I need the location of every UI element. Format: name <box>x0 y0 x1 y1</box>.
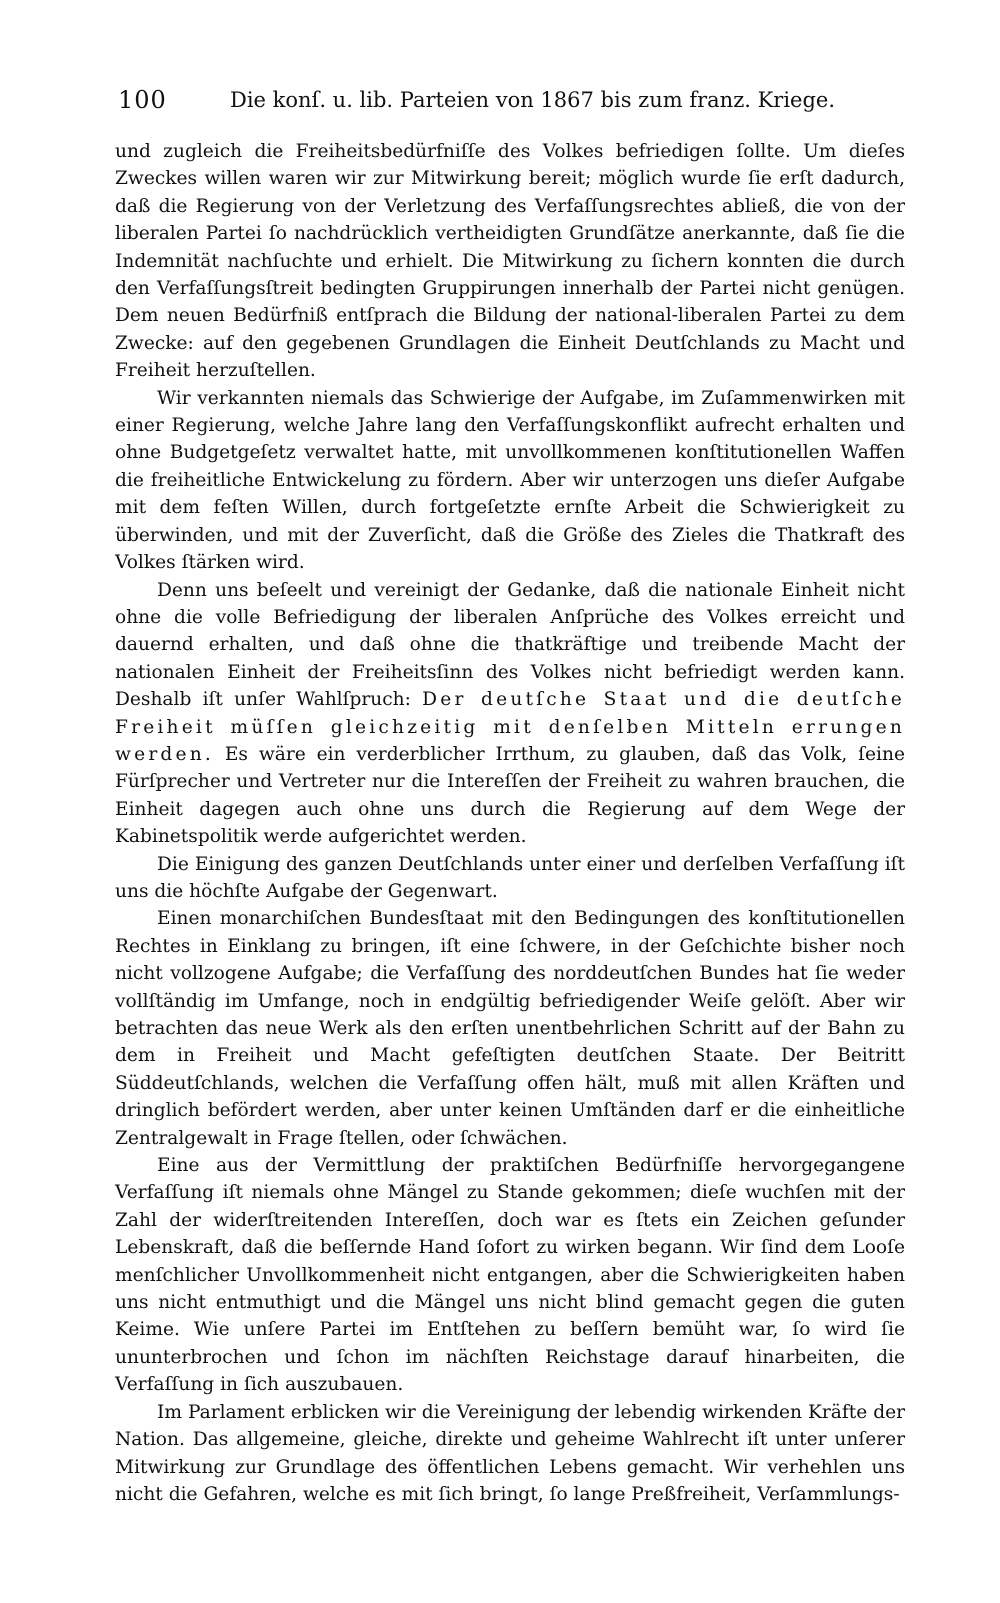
paragraph-7: Im Parlament erblicken wir die Vereinigung der lebendig wirkenden Kräfte der Nation. Das allgemeine, gleiche, direkte und geheime Wahlrecht iſt unter unſerer Mitwirkung zur Grundlage des öffentlichen Lebens gemacht. Wir verhehlen uns nicht die Gefahren, welche es mit ſich bringt, ſo lange Preßfreiheit, Verſammlungs- <box>115 1401 905 1505</box>
paragraph-6: Eine aus der Vermittlung der praktiſchen Bedürfniſſe hervorgegangene Verfaſſung iſt niemals ohne Mängel zu Stande gekommen; dieſe wuchſen mit der Zahl der widerſtreitenden Intereſſen, doch war es ſtets ein Zeichen geſunder Lebenskraft, daß die beſſernde Hand ſofort zu wirken begann. Wir ſind dem Looſe menſchlicher Unvollkommenheit nicht entgangen, aber die Schwierigkeiten haben uns nicht entmuthigt und die Mängel uns nicht blind gemacht gegen die guten Keime. Wie unſere Partei im Entſtehen zu beſſern bemüht war, ſo wird ſie ununterbrochen und ſchon im nächſten Reichstage darauf hinarbeiten, die Verfaſſung in ſich auszubauen. <box>115 1155 905 1396</box>
paragraph-1: und zugleich die Freiheitsbedürfniſſe des Volkes befriedigen ſollte. Um dieſes Zweckes willen waren wir zur Mitwirkung bereit; möglich wurde ſie erſt dadurch, daß die Regierung von der Verletzung des Verfaſſungsrechtes abließ, die von der liberalen Partei ſo nachdrücklich vertheidigten Grundſätze anerkannte, daß ſie die Indemnität nachſuchte und erhielt. Die Mitwirkung zu ſichern konnten die durch den Verfaſſungsſtreit bedingten Gruppirungen innerhalb der Partei nicht genügen. Dem neuen Bedürfniß entſprach die Bildung der national-liberalen Partei zu dem Zwecke: auf den gegebenen Grundlagen die Einheit Deutſchlands zu Macht und Freiheit herzuſtellen. <box>115 141 905 382</box>
paragraph-3-before: Denn uns beſeelt und vereinigt der Gedanke, daß die nationale Einheit nicht ohne die volle Befriedigung der liberalen Anſprüche des Volkes erreicht und dauernd erhalten, und daß ohne die thatkräftige und treibende Macht der nationalen Einheit der Freiheitsſinn des Volkes nicht befriedigt werden kann. Deshalb iſt unſer Wahlſpruch: <box>115 579 905 711</box>
running-title: Die konſ. u. lib. Parteien von 1867 bis zum franz. Kriege. <box>230 88 836 112</box>
paragraph-3 <box>115 577 905 851</box>
paragraph-2: Wir verkannten niemals das Schwierige der Aufgabe, im Zuſammenwirken mit einer Regierung, welche Jahre lang den Verfaſſungskonflikt aufrecht erhalten und ohne Budgetgeſetz verwaltet hatte, mit unvollkommenen konſtitutionellen Waffen die freiheitliche Entwickelung zu fördern. Aber wir unterzogen uns dieſer Aufgabe mit dem feſten Willen, durch fortgeſetzte ernſte Arbeit die Schwierigkeit zu überwinden, und mit der Zuverſicht, daß die Größe des Zieles die Thatkraft des Volkes ſtärken wird. <box>115 387 905 574</box>
paragraph-3-spaced-motto: Der deutſche Staat und die deutſche Freiheit müſſen gleichzeitig mit denſelben Mitteln errungen werden. <box>115 689 905 765</box>
page-number: 100 <box>118 86 167 114</box>
paragraph-3-after: Es wäre ein verderblicher Irrthum, zu glauben, daß das Volk, ſeine Fürſprecher und Vertreter nur die Intereſſen der Freiheit zu wahren brauchen, die Einheit dagegen auch ohne uns durch die Regierung auf dem Wege der Kabinetspolitik werde aufgerichtet werden. <box>115 743 905 848</box>
paragraph-4: Die Einigung des ganzen Deutſchlands unter einer und derſelben Verfaſſung iſt uns die höchſte Aufgabe der Gegenwart. <box>115 853 905 902</box>
paragraph-5: Einen monarchiſchen Bundesſtaat mit den Bedingungen des konſtitutionellen Rechtes in Einklang zu bringen, iſt eine ſchwere, in der Geſchichte bisher noch nicht vollzogene Aufgabe; die Verfaſſung des norddeutſchen Bundes hat ſie weder vollſtändig im Umfange, noch in endgültig befriedigender Weiſe gelöſt. Aber wir betrachten das neue Werk als den erſten unentbehrlichen Schritt auf der Bahn zu dem in Freiheit und Macht gefeſtigten deutſchen Staate. Der Beitritt Süddeutſchlands, welchen die Verfaſſung offen hält, muß mit allen Kräften und dringlich befördert werden, aber unter keinen Umſtänden darf er die einheitliche Zentralgewalt in Frage ſtellen, oder ſchwächen. <box>115 908 905 1149</box>
body-text <box>115 138 905 1508</box>
page-header <box>118 86 836 120</box>
